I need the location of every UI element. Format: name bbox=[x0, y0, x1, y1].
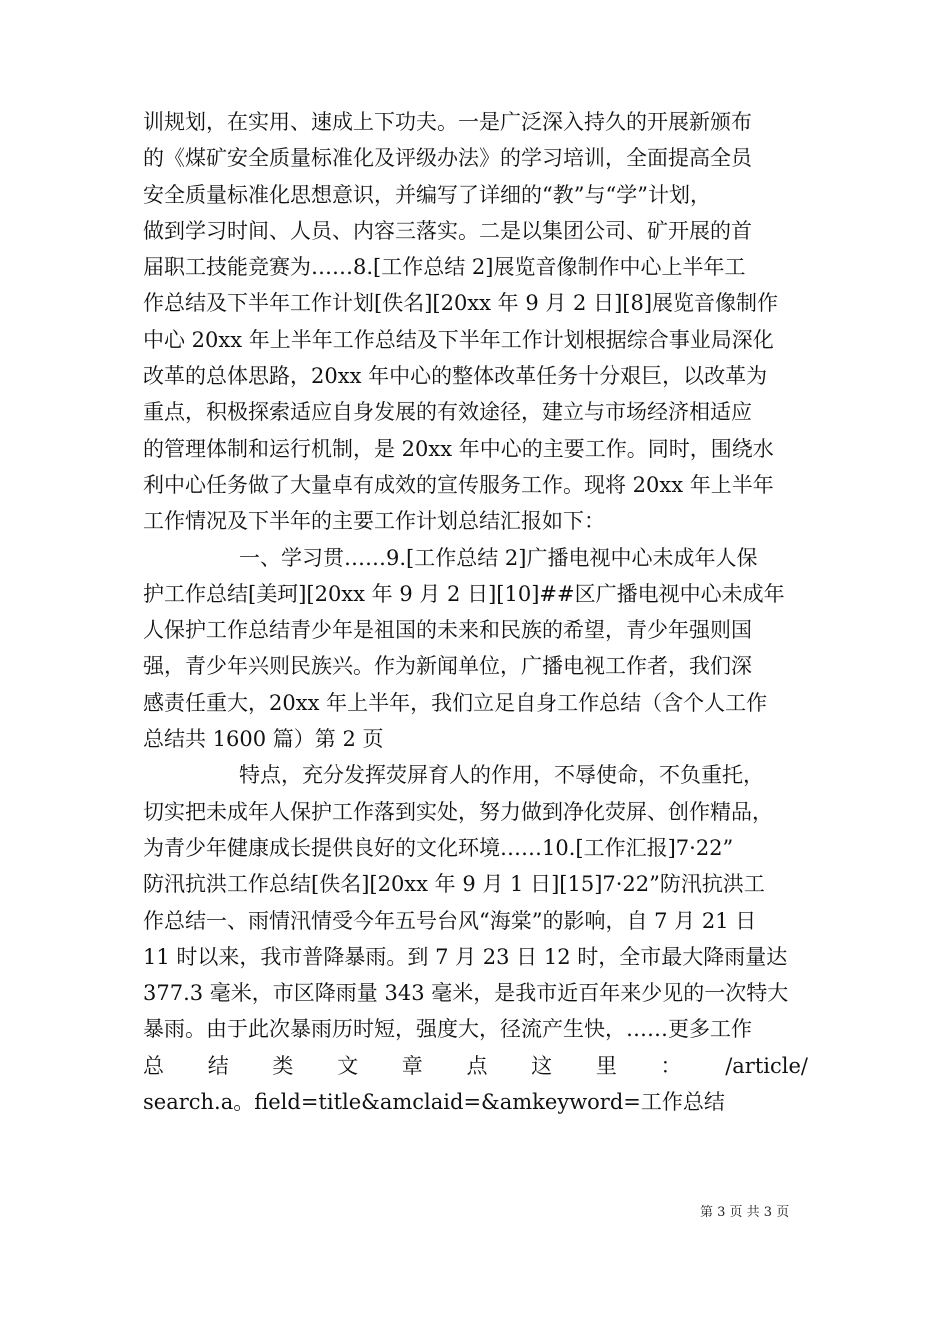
text-line: 重点，积极探索适应自身发展的有效途径，建立与市场经济相适应 bbox=[143, 400, 752, 425]
spread-char: 里 bbox=[595, 1053, 617, 1078]
text-line: 切实把未成年人保护工作落到实处，努力做到净化荧屏、创作精品， bbox=[143, 799, 773, 824]
text-line-spread bbox=[143, 1048, 808, 1084]
spread-char: 结 bbox=[207, 1053, 229, 1078]
spread-char: ： bbox=[660, 1053, 682, 1078]
text-line: 强，青少年兴则民族兴。作为新闻单位，广播电视工作者，我们深 bbox=[143, 654, 752, 679]
text-line-indented: 特点，充分发挥荧屏育人的作用，不辱使命，不负重托， bbox=[239, 763, 764, 788]
text-line: search.a。field=title&amclaid=&amkeyword=工作总结 bbox=[143, 1090, 725, 1115]
spread-char: 这 bbox=[531, 1053, 553, 1078]
text-line: 届职工技能竞赛为……8.[工作总结 2]展览音像制作中心上半年工 bbox=[143, 255, 746, 280]
text-line: 改革的总体思路，20xx 年中心的整体改革任务十分艰巨，以改革为 bbox=[143, 364, 768, 389]
text-line: 做到学习时间、人员、内容三落实。二是以集团公司、矿开展的首 bbox=[143, 218, 752, 243]
text-line: 总结共 1600 篇）第 2 页 bbox=[143, 727, 384, 752]
text-line: 377.3 毫米，市区降雨量 343 毫米，是我市近百年来少见的一次特大 bbox=[143, 981, 789, 1006]
spread-char: 文 bbox=[337, 1053, 359, 1078]
text-line: 利中心任务做了大量卓有成效的宣传服务工作。现将 20xx 年上半年 bbox=[143, 472, 774, 497]
page-number: 第 3 页 共 3 页 bbox=[700, 1205, 790, 1220]
text-line: 训规划，在实用、速成上下功夫。一是广泛深入持久的开展新颁布 bbox=[143, 110, 752, 134]
spread-char: 类 bbox=[272, 1053, 294, 1078]
text-line: 的《煤矿安全质量标准化及评级办法》的学习培训，全面提高全员 bbox=[143, 146, 752, 171]
text-line: 作总结一、雨情汛情受今年五号台风“海棠”的影响，自 7 月 21 日 bbox=[143, 908, 757, 933]
text-line: 暴雨。由于此次暴雨历时短，强度大，径流产生快，……更多工作 bbox=[143, 1017, 752, 1042]
text-line: 安全质量标准化思想意识，并编写了详细的“教”与“学”计划， bbox=[143, 182, 711, 207]
text-line: 为青少年健康成长提供良好的文化环境……10.[工作汇报]7·22” bbox=[143, 835, 734, 860]
text-line: 感责任重大，20xx 年上半年，我们立足自身工作总结（含个人工作 bbox=[143, 690, 768, 715]
spread-char: 点 bbox=[466, 1053, 488, 1078]
spread-char: 章 bbox=[401, 1053, 423, 1078]
text-line: 中心 20xx 年上半年工作总结及下半年工作计划根据综合事业局深化 bbox=[143, 327, 774, 352]
text-line: 11 时以来，我市普降暴雨。到 7 月 23 日 12 时，全市最大降雨量达 bbox=[143, 944, 788, 969]
text-line: 防汛抗洪工作总结[佚名][20xx 年 9 月 1 日][15]7·22”防汛抗洪工 bbox=[143, 872, 765, 897]
text-line: 作总结及下半年工作计划[佚名][20xx 年 9 月 2 日][8]展览音像制作 bbox=[143, 291, 779, 316]
text-line: 工作情况及下半年的主要工作计划总结汇报如下： bbox=[143, 509, 605, 534]
text-line-indented: 一、学习贯……9.[工作总结 2]广播电视中心未成年人保 bbox=[239, 545, 758, 570]
text-line: 人保护工作总结青少年是祖国的未来和民族的希望，青少年强则国 bbox=[143, 618, 752, 643]
spread-char: /article/ bbox=[725, 1053, 808, 1078]
body-text bbox=[143, 104, 808, 1120]
text-line: 护工作总结[美珂][20xx 年 9 月 2 日][10]##区广播电视中心未成年 bbox=[143, 581, 785, 606]
spread-char: 总 bbox=[143, 1053, 164, 1078]
text-line: 的管理体制和运行机制，是 20xx 年中心的主要工作。同时，围绕水 bbox=[143, 436, 774, 461]
